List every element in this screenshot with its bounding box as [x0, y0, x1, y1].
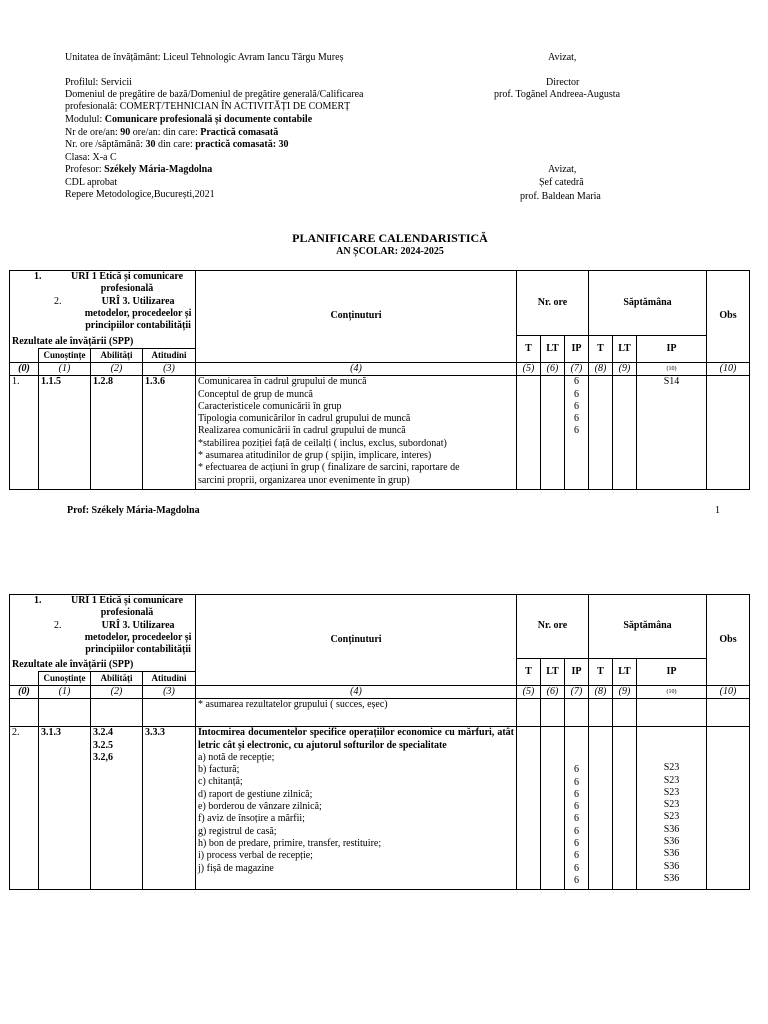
ip-header: IP	[565, 659, 589, 686]
lt-header: LT	[541, 336, 565, 363]
ip-hours-value: 6	[574, 801, 579, 813]
ip-hours-value: 6	[574, 862, 579, 874]
ip-hours-value: 6	[574, 388, 579, 400]
content-item: * asumarea atitudinilor de grup ( spijin, implicare, interes)	[198, 450, 432, 462]
col-num-6: (6)	[541, 686, 565, 699]
week-ip-cell	[637, 727, 707, 890]
ip-hours-value: 6	[574, 874, 579, 886]
ip-hours-value: 6	[574, 776, 579, 788]
qualification: profesională: COMERȚ/TEHNICIAN ÎN ACTIVITĂȚI DE COMERȚ	[65, 101, 351, 112]
ip-hours-value: 6	[574, 825, 579, 837]
col-num-3: (3)	[143, 686, 196, 699]
col-num-7: (7)	[565, 686, 589, 699]
module	[65, 114, 312, 126]
abilitati-header: Abilități	[91, 672, 143, 686]
table-row	[10, 376, 750, 490]
uri3-text: URÎ 3. Utilizarea metodelor, procedeelor și principiilor contabilității	[84, 295, 192, 332]
saptamana-header: Săptămâna	[589, 271, 707, 336]
school-year: AN ȘCOLAR: 2024-2025	[336, 246, 444, 257]
content-item: Comunicarea în cadrul grupului de muncă	[198, 376, 367, 388]
col-num-9: (9)	[613, 363, 637, 376]
content-item: j) fișă de magazine	[198, 862, 274, 874]
content-item: e) borderou de vânzare zilnică;	[198, 801, 322, 813]
uri3-number: 2.	[54, 295, 62, 307]
content-item: sarcini proprii, organizarea unor evenimente în grup)	[198, 474, 410, 486]
continuturi-cell	[196, 376, 517, 490]
content-item: f) aviz de însoțire a mărfii;	[198, 813, 305, 825]
hours-per-year	[65, 127, 278, 139]
content-item: Realizarea comunicării în cadrul grupului de muncă	[198, 425, 406, 437]
content-item: h) bon de predare, primire, transfer, restituire;	[198, 837, 382, 849]
uri3-block	[14, 296, 193, 333]
teacher-name: Székely Mária-Magdolna	[104, 164, 213, 175]
rezultate-header: Rezultate ale învățării (SPP)	[10, 336, 196, 349]
uri1-block	[14, 595, 193, 620]
content-item: * asumarea rezultatelor grupului ( succes, eșec)	[198, 699, 388, 711]
cunostinte-cell: 3.1.3	[39, 727, 91, 890]
continuturi-header: Conținuturi	[196, 595, 517, 686]
week-ip-cell: S14	[637, 376, 707, 490]
methodological-references: Repere Metodologice,București,2021	[65, 189, 215, 200]
hours-week-mid: din care:	[155, 139, 196, 150]
hours-year-label: Nr de ore/an:	[65, 127, 121, 138]
hours-week-value: 30	[145, 139, 156, 150]
rezultate-header: Rezultate ale învățării (SPP)	[10, 659, 196, 672]
ip-hours-value: 6	[574, 850, 579, 862]
col-num-7: (7)	[565, 363, 589, 376]
week-ip-header: IP	[637, 336, 707, 363]
planning-table-page1	[9, 270, 750, 490]
ip-hours-value: 6	[574, 788, 579, 800]
t-header: T	[517, 659, 541, 686]
school-unit: Unitatea de învățământ: Liceul Tehnologic Avram Iancu Târgu Mureș	[65, 52, 344, 63]
col-num-8: (8)	[589, 686, 613, 699]
abilitati-value: 3.2,6	[93, 751, 113, 763]
week-value: S36	[663, 836, 680, 848]
empty-cell	[10, 349, 39, 363]
col-num-4: (4)	[196, 363, 517, 376]
hours-year-practice: Practică comasată	[200, 127, 279, 138]
empty-cell	[613, 699, 637, 727]
empty-cell	[707, 699, 750, 727]
planning-table-page2	[9, 594, 750, 890]
empty-cell	[10, 699, 39, 727]
avizat-label-2: Avizat,	[548, 164, 577, 175]
content-item: *stabilirea poziției față de ceilalți ( inclus, exclus, subordonat)	[198, 437, 447, 449]
atitudini-header: Atitudini	[143, 349, 196, 363]
cdl-approved: CDL aprobat	[65, 177, 118, 188]
col-num-5: (5)	[517, 686, 541, 699]
ip-hours-value: 6	[574, 425, 579, 437]
col-num-10: (10)	[707, 686, 750, 699]
col-num-1: (1)	[39, 363, 91, 376]
obs-cell	[707, 376, 750, 490]
hours-per-week	[65, 139, 289, 151]
col-num-2: (2)	[91, 686, 143, 699]
uri1-number: 1.	[34, 595, 42, 606]
ip-hours-cell	[565, 727, 589, 890]
ip-hours-value: 6	[574, 813, 579, 825]
content-item: b) factură;	[198, 764, 240, 776]
ip-hours-value: 6	[574, 400, 579, 412]
domain: Domeniul de pregătire de bază/Domeniul de pregătire generală/Calificarea	[65, 89, 364, 100]
col-num-0: (0)	[10, 363, 39, 376]
lt-header: LT	[541, 659, 565, 686]
week-lt-cell	[613, 727, 637, 890]
col-num-5: (5)	[517, 363, 541, 376]
empty-cell	[517, 699, 541, 727]
uri-header	[10, 271, 196, 336]
empty-cell	[541, 699, 565, 727]
content-item: Caracteristicele comunicării în grup	[198, 400, 342, 412]
week-lt-header: LT	[613, 336, 637, 363]
obs-header: Obs	[707, 595, 750, 686]
uri-header	[10, 595, 196, 659]
content-item: Conceptul de grup de muncă	[198, 388, 313, 400]
hours-week-practice: practică comasată: 30	[195, 139, 289, 150]
col-num-small: (10)	[637, 686, 707, 699]
uri1-text: URÎ 1 Etică și comunicare profesională	[70, 595, 184, 619]
module-label: Modulul:	[65, 114, 105, 125]
director-name: prof. Togănel Andreea-Augusta	[494, 89, 621, 100]
continuturi-cell	[196, 727, 517, 890]
content-item: g) registrul de casă;	[198, 825, 277, 837]
nr-ore-header: Nr. ore	[517, 271, 589, 336]
footer-teacher: Prof: Székely Mária-Magdolna	[67, 505, 200, 516]
uri3-number: 2.	[54, 619, 62, 631]
ip-hours-value: 6	[574, 413, 579, 425]
col-num-2: (2)	[91, 363, 143, 376]
director-label: Director	[546, 77, 580, 88]
week-value: S23	[663, 762, 680, 774]
t-header: T	[517, 336, 541, 363]
hours-week-label: Nr. ore /săptămână:	[65, 139, 146, 150]
week-lt-header: LT	[613, 659, 637, 686]
module-value: Comunicare profesională și documente contabile	[104, 114, 313, 125]
col-num-9: (9)	[613, 686, 637, 699]
col-num-1: (1)	[39, 686, 91, 699]
col-num-10: (10)	[707, 363, 750, 376]
week-t-cell	[589, 727, 613, 890]
empty-cell	[143, 699, 196, 727]
week-value: S36	[663, 848, 680, 860]
page-title: PLANIFICARE CALENDARISTICĂ	[292, 231, 488, 245]
abilitati-header: Abilități	[91, 349, 143, 363]
teacher	[65, 164, 212, 176]
t-cell	[517, 376, 541, 490]
col-num-small: (10)	[637, 363, 707, 376]
uri3-block	[14, 620, 193, 657]
week-value: S23	[663, 799, 680, 811]
col-num-4: (4)	[196, 686, 517, 699]
week-value: S23	[663, 774, 680, 786]
cunostinte-cell: 1.1.5	[39, 376, 91, 490]
row-number: 2.	[10, 727, 39, 890]
col-num-8: (8)	[589, 363, 613, 376]
head-of-department-name: prof. Baldean Maria	[520, 191, 601, 202]
content-item: * efectuarea de acțiuni în grup ( finalizare de sarcini, raportare de	[198, 462, 460, 474]
week-value: S36	[663, 872, 680, 884]
atitudini-cell: 3.3.3	[143, 727, 196, 890]
week-value: S23	[663, 786, 680, 798]
uri3-text: URÎ 3. Utilizarea metodelor, procedeelor și principiilor contabilității	[84, 619, 192, 656]
week-t-header: T	[589, 659, 613, 686]
ip-hours-value: 6	[574, 838, 579, 850]
abilitati-value: 3.2.4	[93, 727, 113, 739]
obs-cell	[707, 727, 750, 890]
empty-cell	[589, 699, 613, 727]
week-lt-cell	[613, 376, 637, 490]
saptamana-header: Săptămâna	[589, 595, 707, 659]
head-of-department-label: Șef catedră	[539, 177, 584, 188]
week-value: S23	[663, 811, 680, 823]
week-ip-header: IP	[637, 659, 707, 686]
avizat-label: Avizat,	[548, 52, 577, 63]
col-num-0: (0)	[10, 686, 39, 699]
profile: Profilul: Servicii	[65, 77, 132, 88]
empty-cell	[39, 699, 91, 727]
empty-cell	[565, 699, 589, 727]
empty-cell	[10, 672, 39, 686]
ip-hours-cell	[565, 376, 589, 490]
teacher-label: Profesor:	[65, 164, 105, 175]
abilitati-cell: 1.2.8	[91, 376, 143, 490]
cunostinte-header: Cunoștințe	[39, 672, 91, 686]
ip-hours-value: 6	[574, 376, 579, 388]
class: Clasa: X-a C	[65, 152, 117, 163]
content-heading: Întocmirea documentelor specifice operațiilor economice cu mărfuri, atât letric cât și electronic, cu ajutorul softurilor de specialitate	[198, 727, 514, 751]
atitudini-header: Atitudini	[143, 672, 196, 686]
week-value: S36	[663, 823, 680, 835]
week-t-cell	[589, 376, 613, 490]
abilitati-value: 3.2.5	[93, 739, 113, 751]
continuturi-cell	[196, 699, 517, 727]
nr-ore-header: Nr. ore	[517, 595, 589, 659]
lt-cell	[541, 727, 565, 890]
table-row	[10, 727, 750, 890]
uri1-number: 1.	[34, 271, 42, 282]
week-t-header: T	[589, 336, 613, 363]
uri1-block	[14, 271, 193, 296]
ip-hours-value: 6	[574, 764, 579, 776]
t-cell	[517, 727, 541, 890]
continuturi-header: Conținuturi	[196, 271, 517, 363]
week-value: S36	[663, 860, 680, 872]
atitudini-cell: 1.3.6	[143, 376, 196, 490]
cunostinte-header: Cunoștințe	[39, 349, 91, 363]
abilitati-cell	[91, 727, 143, 890]
lt-cell	[541, 376, 565, 490]
uri1-text: URÎ 1 Etică și comunicare profesională	[70, 271, 184, 295]
hours-year-mid: ore/an: din care:	[130, 127, 201, 138]
empty-cell	[637, 699, 707, 727]
content-item: c) chitanță;	[198, 776, 243, 788]
table-row	[10, 699, 750, 727]
row-number: 1.	[10, 376, 39, 490]
ip-header: IP	[565, 336, 589, 363]
col-num-3: (3)	[143, 363, 196, 376]
hours-year-value: 90	[120, 127, 131, 138]
page-number: 1	[715, 505, 720, 516]
content-item: i) process verbal de recepție;	[198, 850, 313, 862]
col-num-6: (6)	[541, 363, 565, 376]
content-item: a) notă de recepție;	[198, 751, 275, 763]
content-item: Tipologia comunicărilor în cadrul grupului de muncă	[198, 413, 411, 425]
obs-header: Obs	[707, 271, 750, 363]
empty-cell	[91, 699, 143, 727]
content-item: d) raport de gestiune zilnică;	[198, 788, 313, 800]
